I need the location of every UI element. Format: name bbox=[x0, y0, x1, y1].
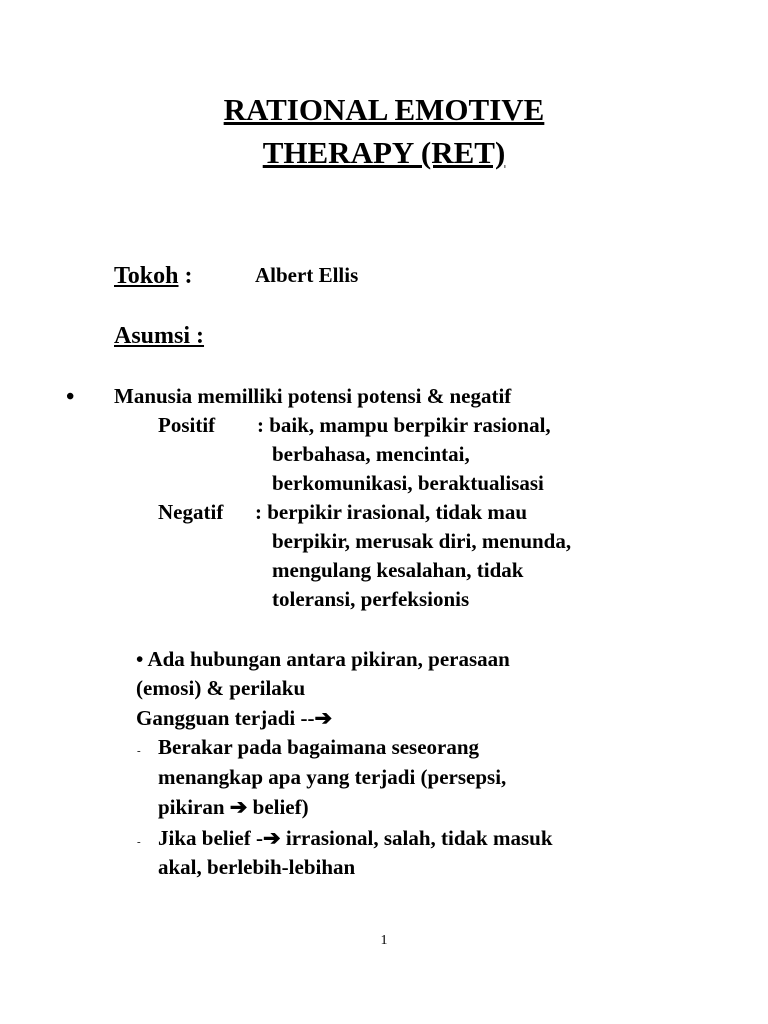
arrow-icon: ➔ bbox=[229, 795, 248, 819]
arrow-icon: ➔ bbox=[314, 706, 333, 730]
arrow-icon: ➔ bbox=[263, 826, 281, 850]
bullet2-text: Ada hubungan antara pikiran, perasaan bbox=[147, 647, 510, 671]
item1-line-3 bbox=[158, 797, 309, 818]
dash-marker: - bbox=[137, 745, 141, 757]
bullet1-text: Manusia memilliki potensi potensi & negatif bbox=[114, 384, 512, 408]
bullet2-line-1 bbox=[136, 649, 510, 670]
negatif-label: Negatif bbox=[158, 500, 224, 524]
item2-pre: Jika belief - bbox=[158, 826, 263, 850]
negatif-line-3: mengulang kesalahan, tidak bbox=[272, 558, 524, 582]
asumsi-heading bbox=[114, 324, 204, 348]
item1-line-2: menangkap apa yang terjadi (persepsi, bbox=[158, 765, 507, 789]
positif-line-2: berbahasa, mencintai, bbox=[272, 442, 470, 466]
bullet-marker: • bbox=[66, 384, 75, 410]
positif-line-1: : baik, mampu berpikir rasional, bbox=[257, 413, 551, 437]
dash-marker: - bbox=[137, 836, 141, 848]
tokoh-row bbox=[114, 264, 193, 288]
negatif-line-4: toleransi, perfeksionis bbox=[272, 587, 470, 611]
gangguan-line bbox=[136, 708, 332, 729]
tokoh-value: Albert Ellis bbox=[255, 263, 359, 287]
gangguan-text: Gangguan terjadi -- bbox=[136, 706, 315, 730]
item2-post: irrasional, salah, tidak masuk bbox=[285, 826, 553, 850]
document-title-line-2: THERAPY (RET) bbox=[262, 135, 506, 170]
item2-line-1 bbox=[158, 828, 553, 849]
document-title-line-1: RATIONAL EMOTIVE bbox=[223, 92, 545, 127]
item1-last-post: belief) bbox=[252, 795, 309, 819]
bullet-marker: • bbox=[136, 647, 144, 671]
item1-line-1: Berakar pada bagaimana seseorang bbox=[158, 735, 480, 759]
asumsi-label: Asumsi : bbox=[114, 323, 205, 349]
positif-label: Positif bbox=[158, 413, 216, 437]
item1-last-pre: pikiran bbox=[158, 795, 225, 819]
bullet2-line-2: (emosi) & perilaku bbox=[136, 676, 306, 700]
positif-line-3: berkomunikasi, beraktualisasi bbox=[272, 471, 544, 495]
tokoh-colon: : bbox=[184, 263, 193, 289]
page-number: 1 bbox=[380, 933, 388, 948]
negatif-line-1: : berpikir irasional, tidak mau bbox=[255, 500, 528, 524]
tokoh-label: Tokoh bbox=[114, 263, 179, 289]
item2-line-2: akal, berlebih-lebihan bbox=[158, 855, 356, 879]
negatif-line-2: berpikir, merusak diri, menunda, bbox=[272, 529, 572, 553]
